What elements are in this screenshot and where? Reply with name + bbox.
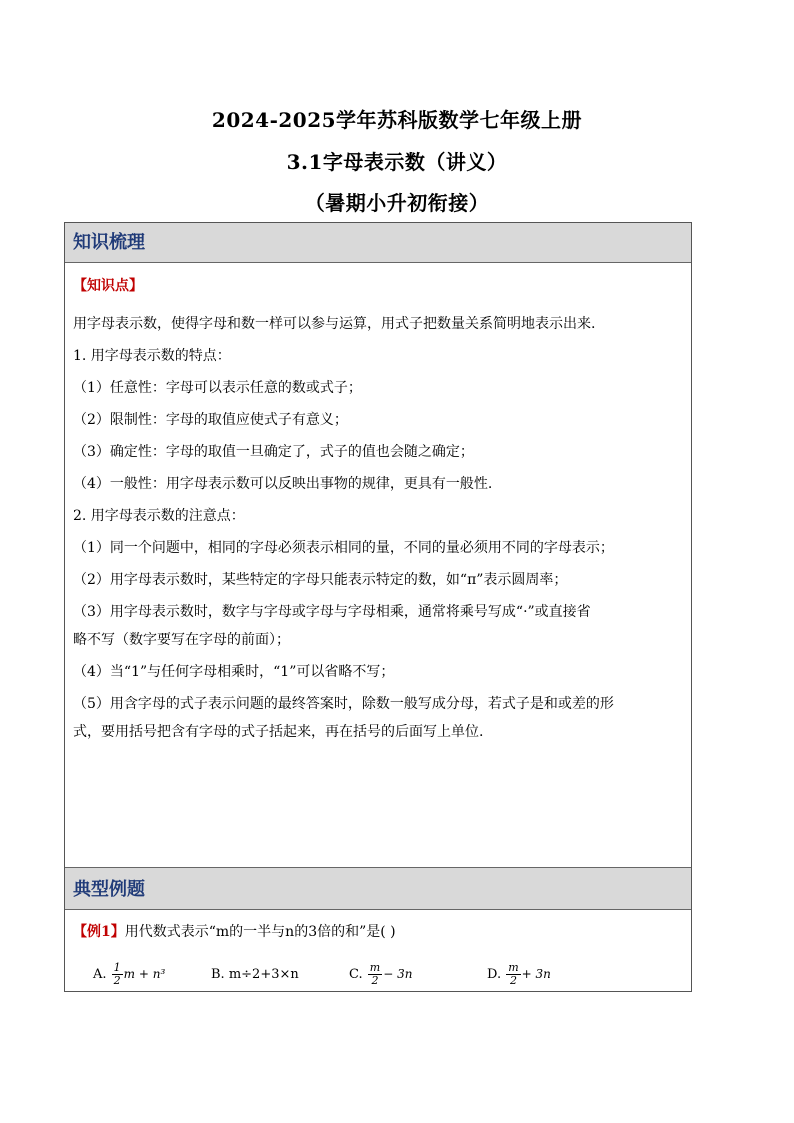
fraction — [112, 962, 123, 987]
note-item-continued: 略不写（数字要写在字母的前面）； — [73, 632, 290, 648]
lesson-subtitle: （暑期小升初衔接） — [304, 191, 490, 215]
intro-text: 用字母表示数，使得字母和数一样可以参与运算，用式子把数量关系简明地表示出来. — [73, 316, 596, 332]
option-a[interactable] — [93, 960, 165, 988]
option-c-label: C. — [349, 966, 363, 982]
fraction-numerator: 1 — [113, 960, 121, 974]
note-item: （3）用字母表示数时，数字与字母或字母与字母相乘，通常将乘号写成“·”或直接省 — [73, 604, 591, 620]
knowledge-point-tag: 【知识点】 — [73, 278, 143, 294]
fraction — [368, 962, 382, 987]
knowledge-section-header: 知识梳理 — [65, 223, 691, 263]
fraction-denominator: 2 — [509, 973, 517, 987]
note-item: （5）用含字母的式子表示问题的最终答案时，除数一般写成分母，若式子是和或差的形 — [73, 696, 614, 712]
answer-options — [65, 960, 691, 988]
option-b-expression: m÷2+3×n — [228, 966, 299, 982]
examples-section-header: 典型例题 — [65, 867, 691, 910]
option-d[interactable] — [487, 960, 551, 988]
fraction — [506, 962, 520, 987]
feature-item: （1）任意性：字母可以表示任意的数或式子； — [73, 380, 362, 396]
lesson-title: 3.1字母表示数（讲义） — [286, 150, 508, 174]
fraction-numerator: m — [369, 960, 381, 974]
option-a-label: A. — [93, 966, 107, 982]
fraction-denominator: 2 — [113, 973, 121, 987]
fraction-numerator: m — [508, 960, 519, 974]
option-b-label: B. — [211, 966, 225, 982]
note-item: （4）当“1”与任何字母相乘时，“1”可以省略不写； — [73, 664, 395, 680]
notes-heading: 2. 用字母表示数的注意点： — [73, 508, 245, 524]
page-title: 2024-2025学年苏科版数学七年级上册 — [211, 108, 583, 132]
feature-item: （3）确定性：字母的取值一旦确定了，式子的值也会随之确定； — [73, 444, 474, 460]
option-d-expression: + 3n — [521, 967, 551, 981]
note-item-continued: 式，要用括号把含有字母的式子括起来，再在括号的后面写上单位. — [73, 724, 484, 740]
feature-item: （4）一般性：用字母表示数可以反映出事物的规律，更具有一般性. — [73, 476, 493, 492]
option-c-expression: − 3n — [383, 967, 413, 981]
example-question — [73, 921, 396, 941]
feature-item: （2）限制性：字母的取值应使式子有意义； — [73, 412, 348, 428]
note-item: （2）用字母表示数时，某些特定的字母只能表示特定的数，如“π”表示圆周率； — [73, 572, 568, 588]
features-heading: 1. 用字母表示数的特点： — [73, 348, 231, 364]
option-d-label: D. — [487, 966, 502, 982]
content-table — [64, 222, 692, 992]
option-a-expression: m + n³ — [123, 967, 166, 981]
note-item: （1）同一个问题中，相同的字母必须表示相同的量，不同的量必须用不同的字母表示； — [73, 540, 614, 556]
example-question-text: 用代数式表示“m的一半与n的3倍的和”是( ) — [124, 924, 396, 940]
fraction-denominator: 2 — [371, 973, 379, 987]
option-c[interactable] — [349, 960, 412, 988]
example-tag: 【例1】 — [73, 924, 125, 940]
option-b[interactable] — [211, 960, 299, 988]
